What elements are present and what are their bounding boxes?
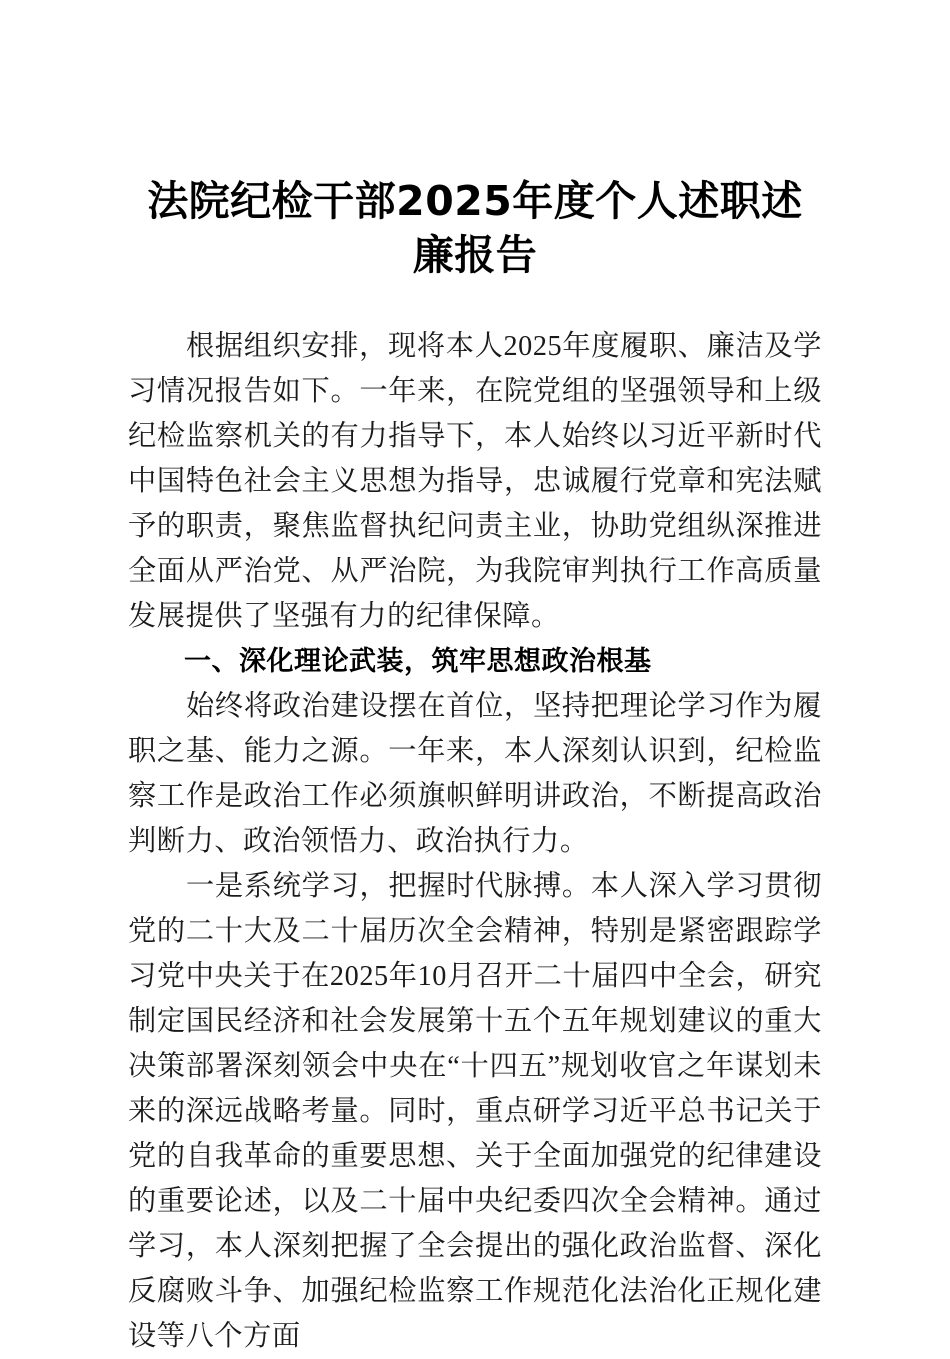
document-body — [128, 174, 822, 1359]
section-1-paragraph-1: 始终将政治建设摆在首位，坚持把理论学习作为履职之基、能力之源。一年来，本人深刻认识到，纪检监察工作是政治工作必须旗帜鲜明讲政治，不断提高政治判断力、政治领悟力、政治执行力。 — [128, 691, 822, 857]
section-heading-1: 一、深化理论武装，筑牢思想政治根基 — [184, 646, 652, 677]
document-title: 法院纪检干部2025年度个人述职述廉报告 — [147, 177, 803, 279]
section-1-paragraph-2: 一是系统学习，把握时代脉搏。本人深入学习贯彻党的二十大及二十届历次全会精神，特别是紧密跟踪学习党中央关于在2025年10月召开二十届四中全会，研究制定国民经济和社会发展第十五个五年规划建议的重大决策部署深刻领会中央在“十四五”规划收官之年谋划未来的深远战略考量。同时，重点研学习近平总书记关于党的自我革命的重要思想、关于全面加强党的纪律建设的重要论述，以及二十届中央纪委四次全会精神。通过学习，本人深刻把握了全会提出的强化政治监督、深化反腐败斗争、加强纪检监察工作规范化法治化正规化建设等八个方面 — [128, 871, 822, 1352]
intro-paragraph: 根据组织安排，现将本人2025年度履职、廉洁及学习情况报告如下。一年来，在院党组的坚强领导和上级纪检监察机关的有力指导下，本人始终以习近平新时代中国特色社会主义思想为指导，忠诚履行党章和宪法赋予的职责，聚焦监督执纪问责主业，协助党组纵深推进全面从严治党、从严治院，为我院审判执行工作高质量发展提供了坚强有力的纪律保障。 — [128, 331, 822, 632]
title-spacer — [128, 282, 822, 324]
